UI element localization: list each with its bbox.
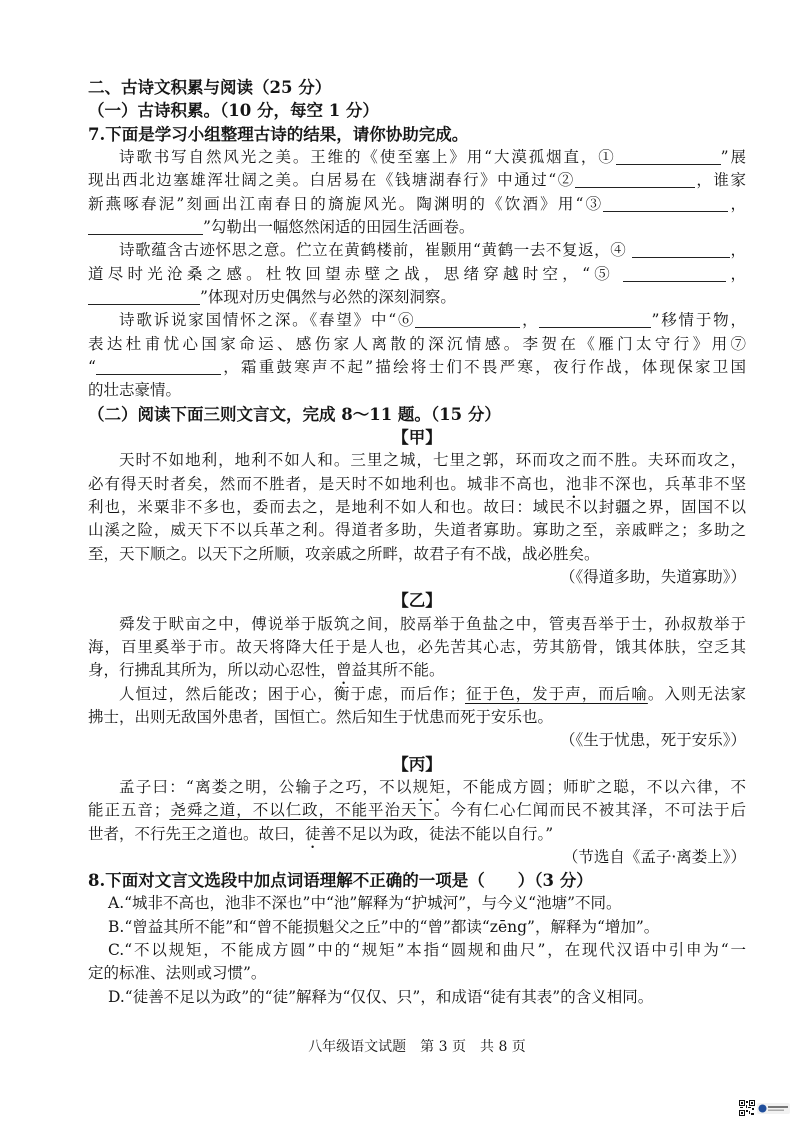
- q7-line: [88, 193, 746, 216]
- passage-text: 。今有仁心仁闻而民不被其泽，不可法于后: [433, 801, 746, 820]
- q7-text: 诗歌诉说家国情怀之深。《春望》中“⑥: [119, 311, 416, 330]
- qr-code-icon: [739, 1100, 755, 1116]
- emphasized-word: 池: [565, 474, 583, 493]
- answer-blank-1: [616, 163, 721, 165]
- q7-text: “: [88, 357, 96, 376]
- answer-blank-4: [632, 256, 730, 258]
- passage-yi-line: [88, 659, 746, 682]
- passage-text: 非不深也，兵革非不坚: [582, 474, 746, 493]
- emphasized-word: 徒: [305, 824, 321, 843]
- question-8-stem: 8.下面对文言文选段中加点词语理解不正确的一项是（ ）（3 分）: [88, 871, 593, 891]
- passage-text: 山溪之险，威天下不以兵革之利。得道者多助，失道者寡助。寡助之至，亲戚畔之；多助之: [88, 521, 746, 540]
- q7-text: ，: [520, 311, 540, 330]
- q7-text: 道尽时光沧桑之感。杜牧回望赤壁之战，思绪穿越时空，“⑤: [88, 264, 624, 283]
- passage-jia-source: （《得道多助，失道寡助》）: [559, 567, 746, 586]
- passage-bing-label: 【丙】: [392, 754, 442, 774]
- underlined-sentence: 尧舜之道，不以仁政，不能平治天下: [169, 801, 434, 820]
- q7-line: [88, 379, 746, 402]
- section-title: 二、古诗文积累与阅读（25 分）: [88, 78, 332, 97]
- passage-bing-line: [88, 799, 746, 822]
- q7-line: [88, 239, 746, 262]
- q7-text: 现出西北边塞雄浑壮阔之美。白居易在《钱塘湖春行》中通过“②: [88, 171, 575, 190]
- watermark-logo: [757, 1103, 790, 1114]
- q7-text: 诗歌书写自然风光之美。王维的《使至塞上》用“大漠孤烟直，①: [119, 147, 616, 166]
- answer-blank-6b: [539, 326, 651, 328]
- option-c-continued: 定的标准、法则或习惯”。: [88, 964, 267, 983]
- passage-text: 益其所不能。: [351, 661, 445, 680]
- passage-text: 人恒过，然后能改；困于心，衡于虑，而后作；: [119, 684, 466, 703]
- q7-text: ，谁家: [694, 171, 746, 190]
- passage-jia-line: [88, 496, 746, 519]
- q7-text: 新燕啄春泥”刻画出江南春日的旖旎风光。陶渊明的《饮酒》用“③: [88, 194, 604, 213]
- passage-text: 。入则无法家: [647, 684, 746, 703]
- passage-text: 天时不如地利，地利不如人和。三里之城，七里之郭，环而攻之而不胜。夫环而攻之，: [119, 451, 746, 470]
- q7-text: ”体现对历史偶然与必然的深刻洞察。: [200, 287, 456, 306]
- passage-text: 世者，不行先王之道也。故曰，: [88, 824, 306, 843]
- passage-bing-source: （节选自《孟子·离娄上》）: [562, 847, 746, 866]
- q7-text: ，: [729, 241, 746, 260]
- q7-text: 诗歌蕴含古迹怀思之意。伫立在黄鹤楼前，崔颢用“黄鹤一去不复返，④: [119, 241, 632, 260]
- passage-text: 孟子曰：“离娄之明，公输子之巧，不以: [119, 777, 413, 796]
- passage-text: 海，百里奚举于市。故天将降大任于是人也，必先苦其心志，劳其筋骨，饿其体肤，空乏其: [88, 637, 746, 656]
- passage-text: 必有得天时者矣，然而不胜者，是天时不如地利也。城非不高也，: [88, 474, 566, 493]
- q7-line: [88, 286, 746, 309]
- part1-title: （一）古诗积累。（10 分，每空 1 分）: [88, 101, 379, 121]
- answer-blank-5b: [88, 303, 200, 305]
- passage-yi-line: [88, 706, 746, 729]
- q7-line: [88, 146, 746, 169]
- passage-yi-line: [88, 613, 746, 636]
- passage-jia-line: [88, 449, 746, 472]
- passage-yi-line: [88, 683, 746, 706]
- q7-text: ”展: [720, 147, 746, 166]
- emphasized-word: 规矩: [412, 777, 447, 796]
- passage-text: 舜发于畎亩之中，傅说举于版筑之间，胶鬲举于鱼盐之中，管夷吾举于士，孙叔敖举于: [119, 614, 746, 633]
- part2-title: （二）阅读下面三则文言文，完成 8～11 题。（15 分）: [88, 404, 501, 424]
- option-c: C.“不以规矩，不能成方圆”中的“规矩”本指“圆规和曲尺”，在现代汉语中引申为“一: [108, 941, 746, 960]
- q7-text: 表达杜甫忧心国家命运、感伤家人离散的深沉情感。李贺在《雁门太守行》用⑦: [88, 334, 746, 353]
- emphasized-word: 曾: [336, 661, 352, 680]
- underlined-sentence: 征于色，发于声，而后喻: [465, 684, 648, 703]
- answer-blank-7: [96, 373, 221, 375]
- passage-text: 能正五音；: [88, 801, 170, 820]
- page-content: [88, 76, 746, 1009]
- passage-text: 善不足以为政，徒法不能以自行。”: [320, 824, 554, 843]
- passage-yi-source: （《生于忧患，死于安乐》）: [559, 731, 746, 750]
- passage-yi-line: [88, 636, 746, 659]
- option-a: A.“城非不高也，池非不深也”中“池”解释为“护城河”，与今义“池塘”不同。: [108, 894, 622, 913]
- q7-text: ”勾勒出一幅悠然闲适的田园生活画卷。: [203, 217, 475, 236]
- q7-text: 的壮志豪情。: [88, 381, 182, 400]
- answer-blank-3a: [603, 210, 728, 212]
- answer-blank-2: [575, 186, 695, 188]
- passage-bing-line: [88, 776, 746, 799]
- passage-yi-label: 【乙】: [392, 591, 442, 611]
- passage-text: 拂士，出则无敌国外患者，国恒亡。然后知生于忧患而死于安乐也。: [88, 707, 554, 726]
- passage-jia-line: [88, 473, 746, 496]
- answer-blank-6a: [415, 326, 520, 328]
- passage-text: 身，行拂乱其所为，所以动心忍性，: [88, 661, 337, 680]
- passage-bing-line: [88, 823, 746, 846]
- passage-text: ，不能成方圆；师旷之聪，不以六律，不: [446, 777, 746, 796]
- q7-line: [88, 356, 746, 379]
- q7-line: [88, 309, 746, 332]
- q7-text: ，: [726, 264, 746, 283]
- passage-jia-label: 【甲】: [392, 427, 442, 447]
- option-b: B.“曾益其所不能”和“曾不能损魁父之丘”中的“曾”都读“zēng”，解释为“增加”。: [108, 917, 660, 936]
- option-d: D.“徒善不足以为政”的“徒”解释为“仅仅、只”，和成语“徒有其表”的含义相同。: [108, 987, 654, 1006]
- q7-line: [88, 216, 746, 239]
- q7-text: ”移情于物，: [651, 311, 746, 330]
- q7-line: [88, 333, 746, 356]
- passage-text: 利也，米粟非不多也，委而去之，是地利不如人和也。故曰：域民不以封疆之界，固国不以: [88, 497, 746, 516]
- answer-blank-3b: [88, 233, 203, 235]
- q7-line: [88, 263, 746, 286]
- passage-text: 至，天下顺之。以天下之所顺，攻亲戚之所畔，故君子有不战，战必胜矣。: [88, 544, 600, 563]
- question-7-stem: 7.下面是学习小组整理古诗的结果，请你协助完成。: [88, 124, 469, 144]
- answer-blank-5a: [623, 280, 726, 282]
- q7-text: ，: [728, 194, 746, 213]
- q7-text: ，霜重鼓寒声不起”描绘将士们不畏严寒，夜行作战，体现保家卫国: [220, 357, 746, 376]
- page-footer: 八年级语文试题 第 3 页 共 8 页: [308, 1039, 526, 1055]
- passage-jia-line: [88, 543, 746, 566]
- passage-jia-line: [88, 519, 746, 542]
- q7-line: [88, 169, 746, 192]
